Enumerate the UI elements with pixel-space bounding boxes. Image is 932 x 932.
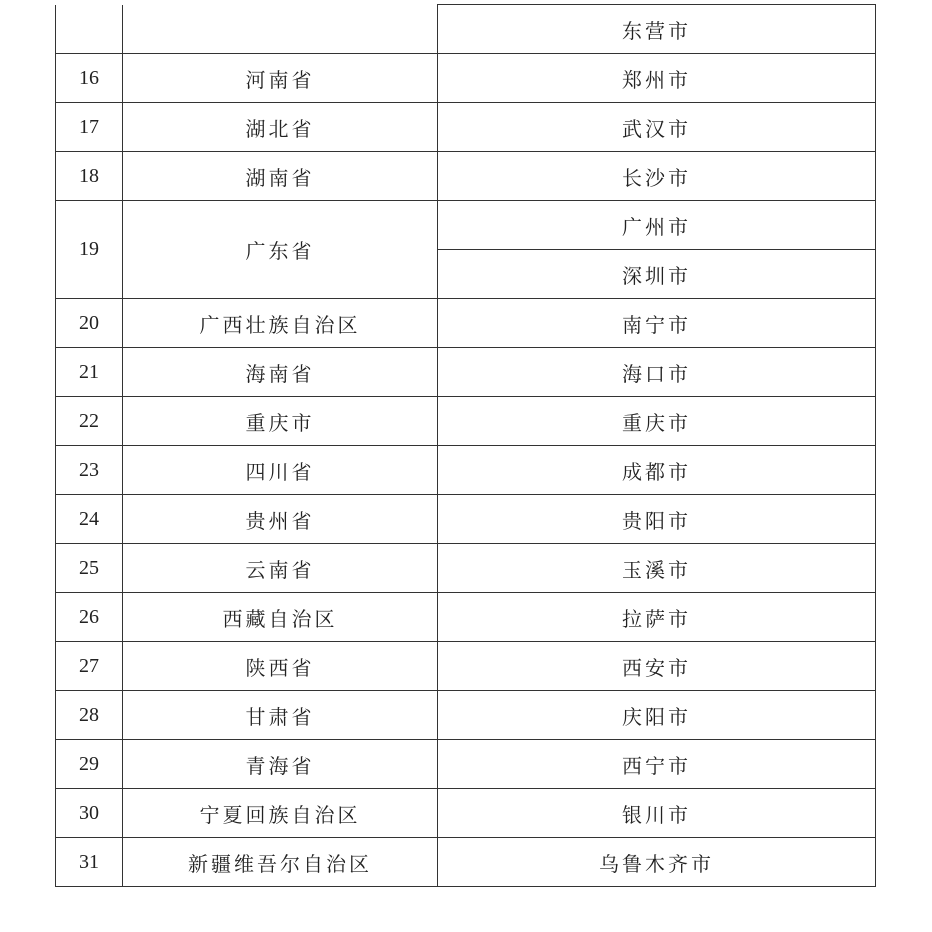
table-row (56, 5, 876, 54)
table-row (56, 691, 876, 740)
table-row (56, 54, 876, 103)
table-row (56, 299, 876, 348)
city-cell: 重庆市 (438, 397, 876, 446)
row-number-cell: 17 (56, 103, 123, 152)
row-number-cell: 24 (56, 495, 123, 544)
province-cell: 宁夏回族自治区 (123, 789, 438, 838)
province-cell: 西藏自治区 (123, 593, 438, 642)
province-cell: 湖北省 (123, 103, 438, 152)
province-cell: 甘肃省 (123, 691, 438, 740)
row-number-cell: 31 (56, 838, 123, 887)
province-cell: 四川省 (123, 446, 438, 495)
city-cell: 玉溪市 (438, 544, 876, 593)
table-row (56, 544, 876, 593)
table-row (56, 642, 876, 691)
city-cell: 拉萨市 (438, 593, 876, 642)
table-row (56, 789, 876, 838)
province-cell: 湖南省 (123, 152, 438, 201)
city-cell: 南宁市 (438, 299, 876, 348)
city-cell: 银川市 (438, 789, 876, 838)
table-row (56, 152, 876, 201)
row-number-cell: 27 (56, 642, 123, 691)
city-table-body (56, 5, 876, 887)
province-cell: 云南省 (123, 544, 438, 593)
city-cell: 海口市 (438, 348, 876, 397)
province-cell (123, 5, 438, 54)
province-cell: 河南省 (123, 54, 438, 103)
row-number-cell: 20 (56, 299, 123, 348)
row-number-cell (56, 5, 123, 54)
province-cell: 贵州省 (123, 495, 438, 544)
table-row (56, 201, 876, 250)
city-cell: 武汉市 (438, 103, 876, 152)
city-cell: 成都市 (438, 446, 876, 495)
city-cell: 郑州市 (438, 54, 876, 103)
row-number-cell: 22 (56, 397, 123, 446)
province-cell: 新疆维吾尔自治区 (123, 838, 438, 887)
table-row (56, 838, 876, 887)
row-number-cell: 28 (56, 691, 123, 740)
table-row (56, 740, 876, 789)
row-number-cell: 16 (56, 54, 123, 103)
city-cell: 西安市 (438, 642, 876, 691)
province-cell: 重庆市 (123, 397, 438, 446)
row-number-cell: 30 (56, 789, 123, 838)
table-row (56, 446, 876, 495)
row-number-cell: 18 (56, 152, 123, 201)
city-cell: 深圳市 (438, 250, 876, 299)
row-number-cell: 25 (56, 544, 123, 593)
province-cell: 青海省 (123, 740, 438, 789)
table-row (56, 348, 876, 397)
province-cell: 广东省 (123, 201, 438, 299)
province-cell: 广西壮族自治区 (123, 299, 438, 348)
table-row (56, 495, 876, 544)
row-number-cell: 29 (56, 740, 123, 789)
row-number-cell: 23 (56, 446, 123, 495)
row-number-cell: 19 (56, 201, 123, 299)
table-row (56, 397, 876, 446)
city-cell: 东营市 (438, 5, 876, 54)
province-cell: 陕西省 (123, 642, 438, 691)
city-cell: 西宁市 (438, 740, 876, 789)
city-cell: 贵阳市 (438, 495, 876, 544)
table-row (56, 103, 876, 152)
row-number-cell: 21 (56, 348, 123, 397)
row-number-cell: 26 (56, 593, 123, 642)
city-table (55, 4, 876, 887)
city-cell: 乌鲁木齐市 (438, 838, 876, 887)
table-row (56, 593, 876, 642)
province-cell: 海南省 (123, 348, 438, 397)
city-cell: 庆阳市 (438, 691, 876, 740)
city-cell: 广州市 (438, 201, 876, 250)
city-cell: 长沙市 (438, 152, 876, 201)
